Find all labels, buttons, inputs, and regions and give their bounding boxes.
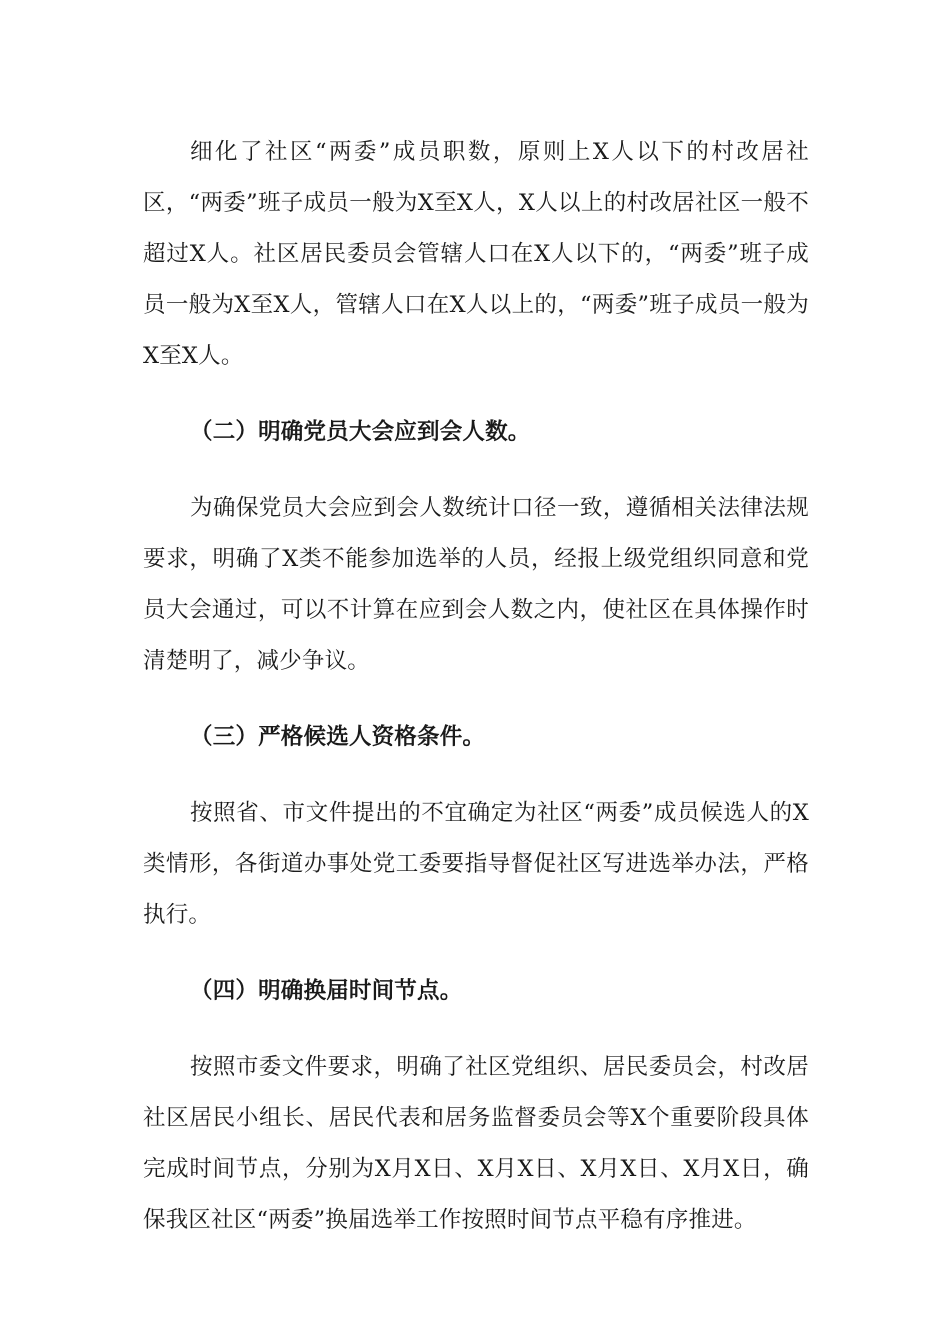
spacer (143, 763, 809, 788)
paragraph-committee-size: 细化了社区“两委”成员职数，原则上X人以下的村改居社区，“两委”班子成员一般为X至X人，X人以上的村改居社区一般不超过X人。社区居民委员会管辖人口在X人以下的，“两委”班子成员一般为X至X人，管辖人口在X人以上的，“两委”班子成员一般为X至X人。 (143, 139, 809, 369)
document-body (143, 127, 809, 1246)
section-heading-3: （三）严格候选人资格条件。 (190, 724, 486, 750)
paragraph-candidate-qualifications: 按照省、市文件提出的不宜确定为社区“两委”成员候选人的X类情形，各街道办事处党工委要指导督促社区写进选举办法，严格执行。 (143, 800, 809, 928)
section-heading-2: （二）明确党员大会应到会人数。 (190, 419, 531, 445)
paragraph-timeline: 按照市委文件要求，明确了社区党组织、居民委员会，村改居社区居民小组长、居民代表和居务监督委员会等X个重要阶段具体完成时间节点，分别为X月X日、X月X日、X月X日、X月X日，确保我区社区“两委”换届选举工作按照时间节点平稳有序推进。 (143, 1054, 809, 1233)
section-heading-4: （四）明确换届时间节点。 (190, 978, 463, 1004)
spacer (143, 458, 809, 483)
spacer (143, 382, 809, 407)
spacer (143, 941, 809, 966)
spacer (143, 687, 809, 712)
spacer (143, 1017, 809, 1042)
paragraph-attendance: 为确保党员大会应到会人数统计口径一致，遵循相关法律法规要求，明确了X类不能参加选举的人员，经报上级党组织同意和党员大会通过，可以不计算在应到会人数之内，使社区在具体操作时清楚明了，减少争议。 (143, 495, 809, 674)
